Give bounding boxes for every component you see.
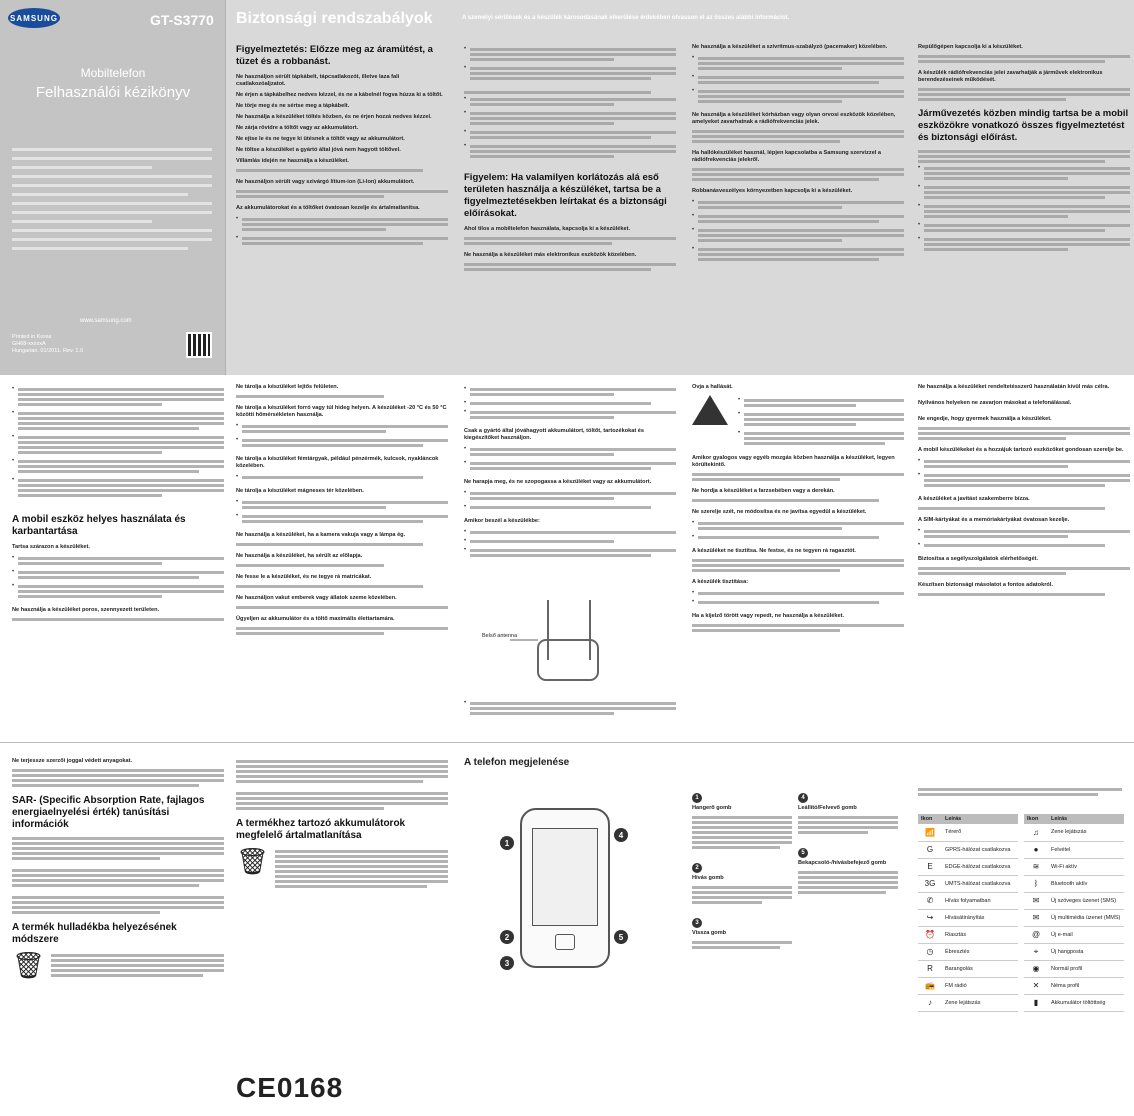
icon-description: Hívás folyamatban [942, 892, 1018, 909]
wifi-icon: ≋ [1024, 858, 1048, 875]
icon-description: Felvétel [1048, 841, 1124, 858]
icon-description: Ébresztés [942, 943, 1018, 960]
forward-icon: ↪ [918, 909, 942, 926]
signal-icon: 📶 [918, 824, 942, 841]
care-item: Ha a kijelző törött vagy repedt, ne használja a készüléket. [692, 613, 845, 619]
key-name: Hívás gomb [692, 875, 724, 881]
care-item: Ne harapja meg, és ne szopogassa a készüléket vagy az akkumulátort. [464, 479, 652, 485]
call-icon: ✆ [918, 892, 942, 909]
callout-1: 1 [500, 836, 514, 850]
care-item: Nyilvános helyeken ne zavarjon másokat a telefonálással. [918, 400, 1072, 406]
icon-description: Új szöveges üzenet (SMS) [1048, 892, 1124, 909]
sar-heading: SAR- (Specific Absorption Rate, fajlagos energiaelnyelési érték) tanúsítási információk [12, 795, 205, 830]
key-name: Vissza gomb [692, 930, 727, 936]
icon-description: Normál profil [1048, 960, 1124, 977]
radio-icon: 📻 [918, 977, 942, 994]
section-title: Biztonsági rendszabályok [236, 10, 433, 27]
care-item: Ne tárolja a készüléket mágneses tér közelében. [236, 488, 364, 494]
care-item: Ne használja a készüléket, ha a kamera vakuja vagy a lámpa ég. [236, 532, 406, 538]
warning-item: Ne töltse a készüléket a gyártó által jóvá nem hagyott töltővel. [236, 147, 401, 153]
warning-item: Ne ejtse le és ne tegye ki ütésnek a töltőt vagy az akkumulátort. [236, 136, 405, 142]
key-name: Hangerő gomb [692, 805, 732, 811]
icon-description: FM rádió [942, 977, 1018, 994]
icon-table-right [1024, 814, 1124, 1012]
warning-item: Ne zárja rövidre a töltőt vagy az akkumulátort. [236, 125, 359, 131]
icon-description: Hívásátirányítás [942, 909, 1018, 926]
callout-4: 4 [614, 828, 628, 842]
callout-2: 2 [500, 930, 514, 944]
icon-description: Új multimédia üzenet (MMS) [1048, 909, 1124, 926]
cover-panel [0, 0, 226, 375]
warning-item: Ne törje meg és ne sértse meg a tápkábelt. [236, 103, 350, 109]
keys-column-1 [692, 786, 792, 1016]
roaming-icon: R [918, 960, 942, 977]
caution-item: Ha hallókészüléket használ, lépjen kapcsolatba a Samsung szervizzel a rádiófrekvenciás jelekről. [692, 150, 882, 163]
key-number: 4 [798, 793, 808, 803]
icon-description: UMTS-hálózat csatlakozva [942, 875, 1018, 892]
care-column-1: • • • • • A mobil eszköz helyes használata és karbantartása Tartsa szárazon a készüléket. • • • Ne használja a készüléket poros, szennyezett területen. [12, 384, 224, 724]
care-column-5: Ne használja a készüléket rendeltetésszerű használatán kívül más célra. Nyilvános helyeken ne zavarjon másokat a telefonálással. Ne engedje, hogy gyermek használja a készüléket. A mobil készülékeket és a hozzájuk tartozó eszközöket gondosan szerelje be. • • A készüléket a javítást szakemberre bízza. A SIM-kártyákat és a memóriakártyákat óvatosan kezelje. • • Biztosítsa a segélyszolgálatok elérhetőségét. Készítsen biztonsági másolatot a fontos adatokról. [918, 384, 1130, 724]
antenna-label: Belső antenna [482, 633, 518, 639]
divider [0, 742, 1134, 743]
samsung-logo: SAMSUNG [8, 8, 60, 28]
icon-description: Riasztás [942, 926, 1018, 943]
caution-heading: Figyelem: Ha valamilyen korlátozás alá eső területen használja a készüléket, tartsa be a figyelmeztetésekben leírtakat és a biztonsági előírásokat. [464, 172, 667, 219]
care-item: A készüléket a javítást szakemberre bízza. [918, 496, 1030, 502]
keys-column-2 [798, 786, 898, 946]
weee-bin-icon: 🗑 [12, 950, 46, 980]
caution-item: Ne használja a készüléket a szívritmus-szabályzó (pacemaker) közelében. [692, 44, 888, 50]
mms-icon: ✉ [1024, 909, 1048, 926]
care-item: Ne engedje, hogy gyermek használja a készüléket. [918, 416, 1052, 422]
care-item: Ne használja a készüléket poros, szennyezett területen. [12, 607, 160, 613]
phone-home-key [555, 934, 575, 950]
alarm-icon: ⏰ [918, 926, 942, 943]
warning-item: Ne használjon sérült vagy szivárgó lítium-ion (Li-Ion) akkumulátort. [236, 179, 415, 185]
website: www.samsung.com [80, 318, 132, 324]
driving-heading: Járművezetés közben mindig tartsa be a mobil eszközökre vonatkozó összes figyelmeztetést és biztonsági előírást. [918, 108, 1129, 143]
icon-description: Leírás [1048, 814, 1124, 824]
warning-item: Villámlás idején ne használja a készüléket. [236, 158, 349, 164]
caution-item: A készülék rádiófrekvenciás jelei zavarhatják a járművek elektronikus berendezéseinek működését. [918, 70, 1103, 83]
edge-icon: E [918, 858, 942, 875]
wake-icon: ◷ [918, 943, 942, 960]
care-column-3-footer: • [464, 698, 676, 728]
care-item: Csak a gyártó által jóváhagyott akkumulátort, töltőt, tartozékokat és kiegészítőket használjon. [464, 428, 644, 441]
warning-heading: Figyelmeztetés: Előzze meg az áramütést, a tüzet és a robbanást. [236, 44, 433, 67]
safety-warning-column: Figyelmeztetés: Előzze meg az áramütést, a tüzet és a robbanást. Ne használjon sérült tápkábelt, tápcsatlakozót, illetve laza fali csatlakozóaljzatot. Ne érjen a tápkábelhez nedves kézzel, és ne a kábelnél fogva húzza ki a töltőt. Ne törje meg és ne sértse meg a tápkábelt. Ne használja a készüléket töltés közben, és ne érjen hozzá nedves kézzel. Ne zárja rövidre a töltőt vagy az akkumulátort. Ne ejtse le és ne tegye ki ütésnek a töltőt vagy az akkumulátort. Ne töltse a készüléket a gyártó által jóvá nem hagyott töltővel. Villámlás idején ne használja a készüléket. Ne használjon sérült vagy szivárgó lítium-ion (Li-Ion) akkumulátort. Az akkumulátorokat és a töltőket óvatosan kezelje és ártalmatlanítsa. • • [236, 44, 448, 374]
cover-title: Felhasználói kézikönyv [35, 84, 191, 101]
normal-profile-icon: ◉ [1024, 960, 1048, 977]
safety-medical-column: Ne használja a készüléket a szívritmus-szabályzó (pacemaker) közelében. • • • Ne használja a készüléket kórházban vagy olyan orvosi eszközök közelében, amelyeket zavarhatnak a rádiófrekvenciás jelek. Ha hallókészüléket használ, lépjen kapcsolatba a Samsung szervizzel a rádiófrekvenciás jelekről. Robbanásveszélyes környezetben kapcsolja ki a készüléket. • • • • [692, 44, 904, 374]
cover-notes [12, 146, 212, 256]
legal-column [12, 758, 224, 1108]
care-item: A mobil készülékeket és a hozzájuk tartozó eszközöket gondosan szerelje be. [918, 447, 1124, 453]
care-item: Ne használja a készüléket, ha sérült az előlapja. [236, 553, 363, 559]
disposal-heading: A termék hulladékba helyezésének módszere [12, 922, 177, 945]
gprs-icon: G [918, 841, 942, 858]
record-icon: ● [1024, 841, 1048, 858]
icon-description: Térerő [942, 824, 1018, 841]
care-item: Amikor gyalogos vagy egyéb mozgás közben használja a készüléket, legyen körültekintő. [692, 455, 895, 468]
battery-bin-icon: 🗑 [236, 846, 270, 876]
bluetooth-icon: ᛒ [1024, 875, 1048, 892]
hearing-heading: Óvja a hallását. [692, 384, 733, 390]
voicemail-icon: ⌖ [1024, 943, 1048, 960]
care-item: Ne hordja a készüléket a farzsebében vagy a derekán. [692, 488, 835, 494]
umts-icon: 3G [918, 875, 942, 892]
icon-description: Bluetooth aktív [1048, 875, 1124, 892]
icon-description: Wi-Fi aktív [1048, 858, 1124, 875]
phone-front-illustration [520, 808, 610, 968]
music-icon: ♪ [918, 994, 942, 1011]
care-column-3: • • • Csak a gyártó által jóváhagyott akkumulátort, töltőt, tartozékokat és kiegészítőket használjon. • • Ne harapja meg, és ne szopogassa a készüléket vagy az akkumulátort. • • Amikor beszél a készülékbe: • • • [464, 384, 676, 724]
warning-item: Az akkumulátorokat és a töltőket óvatosan kezelje és ártalmatlanítsa. [236, 205, 420, 211]
battery-disposal-heading: A termékhez tartozó akkumulátorok megfelelő ártalmatlanítása [236, 818, 406, 841]
care-item: Készítsen biztonsági másolatot a fontos adatokról. [918, 582, 1053, 588]
care-item: Ügyeljen az akkumulátor és a töltő maximális élettartamára. [236, 616, 395, 622]
email-icon: @ [1024, 926, 1048, 943]
music-play-icon: ♫ [1024, 824, 1048, 841]
icon-description: GPRS-hálózat csatlakozva [942, 841, 1018, 858]
icon-table-left [918, 814, 1018, 1012]
care-column-2: Ne tárolja a készüléket lejtős felületen. Ne tárolja a készüléket forró vagy túl hideg helyen. A készüléket -20 °C és 50 °C közötti hőmérsékleten használja. • • Ne tárolja a készüléket fémtárgyak, például pénzérmék, kulcsok, nyakláncok közelében. • Ne tárolja a készüléket mágneses tér közelében. • • Ne használja a készüléket, ha a kamera vakuja vagy a lámpa ég. Ne használja a készüléket, ha sérült az előlapja. Ne fesse le a készüléket, és ne tegye rá matricákat. Ne használjon vakut emberek vagy állatok szeme közelében. Ügyeljen az akkumulátor és a töltő maximális élettartamára. [236, 384, 448, 724]
icon-description: Néma profil [1048, 977, 1124, 994]
device-layout-heading: A telefon megjelenése [464, 757, 570, 768]
care-column-4: Óvja a hallását. • • • Amikor gyalogos vagy egyéb mozgás közben használja a készüléket, legyen körültekintő. Ne hordja a készüléket a farzsebében vagy a derekán. Ne szerelje szét, ne módosítsa és ne javítsa egyedül a készüléket. • • A készüléket ne tisztítsa. Ne festse, és ne tegyen rá ragasztót. A készülék tisztítása: • • Ha a kijelző törött vagy repedt, ne használja a készüléket. [692, 384, 904, 724]
cover-subtitle: Mobiltelefon [80, 66, 146, 80]
icon-description: EDGE-hálózat csatlakozva [942, 858, 1018, 875]
icon-description: Zene lejátszás [1048, 824, 1124, 841]
icon-description: Új e-mail [1048, 926, 1124, 943]
icon-description: Leírás [942, 814, 1018, 824]
phone-screen [532, 828, 598, 926]
caution-item: Ne használja a készüléket kórházban vagy olyan orvosi eszközök közelében, amelyeket zavarhatnak a rádiófrekvenciás jelek. [692, 112, 896, 125]
care-heading: A mobil eszköz helyes használata és karbantartása [12, 514, 186, 537]
caution-item: Ahol tilos a mobiltelefon használata, kapcsolja ki a készüléket. [464, 226, 631, 232]
warning-item: Ne használja a készüléket töltés közben, és ne érjen hozzá nedves kézzel. [236, 114, 432, 120]
care-item: A készülék tisztítása: [692, 579, 749, 585]
caution-item: Repülőgépen kapcsolja ki a készüléket. [918, 44, 1023, 50]
care-item: A SIM-kártyákat és a memóriakártyákat óvatosan kezelje. [918, 517, 1070, 523]
warning-item: Ne használjon sérült tápkábelt, tápcsatlakozót, illetve laza fali csatlakozóaljzatot. [236, 74, 400, 87]
care-item: A készüléket ne tisztítsa. Ne festse, és ne tegyen rá ragasztót. [692, 548, 856, 554]
care-item: Ne használja a készüléket rendeltetésszerű használatán kívül más célra. [918, 384, 1110, 390]
callout-5: 5 [614, 930, 628, 944]
key-number: 1 [692, 793, 702, 803]
model-code: GT-S3770 [150, 12, 214, 28]
icons-intro [918, 786, 1122, 798]
callout-3: 3 [500, 956, 514, 970]
safety-driving-column: Repülőgépen kapcsolja ki a készüléket. A készülék rádiófrekvenciás jelei zavarhatják a járművek elektronikus berendezéseinek működését. Járművezetés közben mindig tartsa be a mobil eszközökre vonatkozó összes figyelmeztetést és biztonsági előírást. • • • • • [918, 44, 1130, 374]
battery-icon: ▮ [1024, 994, 1048, 1011]
key-number: 3 [692, 918, 702, 928]
care-item: Ne szerelje szét, ne módosítsa és ne javítsa egyedül a készüléket. [692, 509, 867, 515]
ce-mark: CE0168 [236, 1072, 344, 1103]
care-item: Tartsa szárazon a készüléket. [12, 544, 90, 550]
care-item: Ne használjon vakut emberek vagy állatok szeme közelében. [236, 595, 397, 601]
qr-code-icon [186, 332, 212, 358]
battery-column [236, 758, 448, 1068]
care-item: Amikor beszél a készülékbe: [464, 518, 540, 524]
warning-item: Ne érjen a tápkábelhez nedves kézzel, és ne a kábelnél fogva húzza ki a töltőt. [236, 92, 443, 98]
icon-description: Ikon [918, 814, 942, 824]
silent-profile-icon: ✕ [1024, 977, 1048, 994]
care-item: Ne tárolja a készüléket lejtős felületen. [236, 384, 339, 390]
caution-item: Robbanásveszélyes környezetben kapcsolja ki a készüléket. [692, 188, 853, 194]
sms-icon: ✉ [1024, 892, 1048, 909]
key-number: 2 [692, 863, 702, 873]
care-item: Biztosítsa a segélyszolgálatok elérhetőségét. [918, 556, 1038, 562]
key-name: Bekapcsoló-/hívásbefejező gomb [798, 860, 887, 866]
caution-item: Ne használja a készüléket más elektronikus eszközök közelében. [464, 252, 637, 258]
care-item: Ne fesse le a készüléket, és ne tegye rá matricákat. [236, 574, 372, 580]
care-item: Ne tárolja a készüléket forró vagy túl hideg helyen. A készüléket -20 °C és 50 °C közötti hőmérsékleten használja. [236, 405, 447, 418]
phone-cradle-illustration [490, 600, 630, 695]
icon-description: Ikon [1024, 814, 1048, 824]
icon-description: Új hangposta [1048, 943, 1124, 960]
key-number: 5 [798, 848, 808, 858]
legal-item: Ne terjessze szerzői joggal védett anyagokat. [12, 758, 132, 764]
safety-caution-column: • • • • • • Figyelem: Ha valamilyen korlátozás alá eső területen használja a készüléket, tartsa be a figyelmeztetésekben leírtakat és a biztonsági előírásokat. Ahol tilos a mobiltelefon használata, kapcsolja ki a készüléket. Ne használja a készüléket más elektronikus eszközök közelében. [464, 44, 676, 374]
care-item: Ne tárolja a készüléket fémtárgyak, például pénzérmék, kulcsok, nyakláncok közelében. [236, 456, 439, 469]
key-name: Leállító/Felvevő gomb [798, 805, 857, 811]
hearing-warning-icon [692, 395, 728, 425]
print-info: Printed in Korea GH68-xxxxxA Hungarian. 01/2011. Rev. 1.0 [12, 334, 84, 354]
icon-description: Akkumulátor töltöttség [1048, 994, 1124, 1011]
section-subtitle: A személyi sérülések és a készülék károsodásának elkerülése érdekében olvasson el az összes alábbi információt. [462, 15, 790, 21]
icon-description: Zene lejátszás [942, 994, 1018, 1011]
icon-description: Barangolás [942, 960, 1018, 977]
